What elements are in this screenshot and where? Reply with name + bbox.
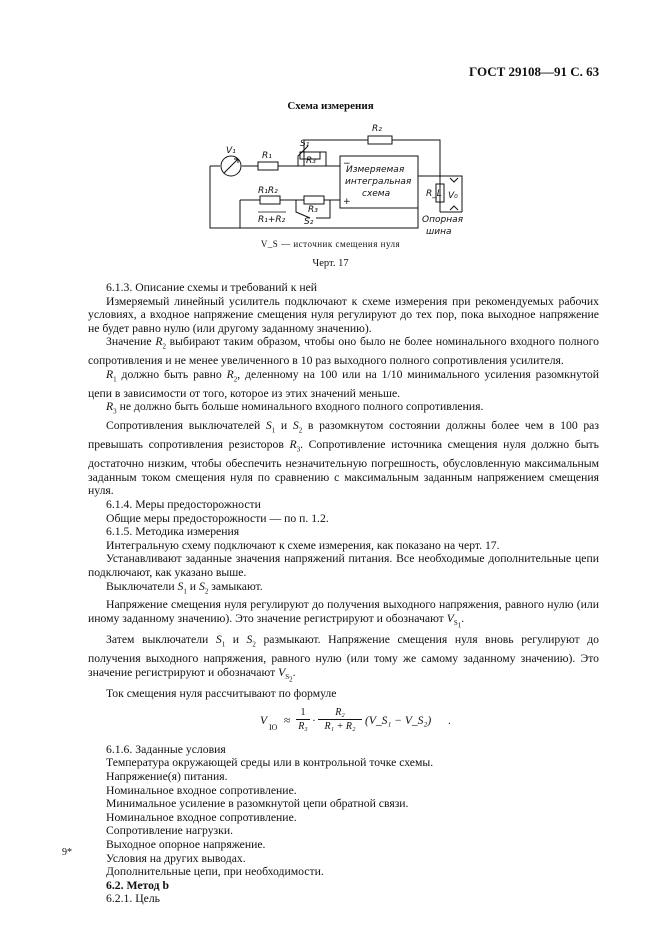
para-adjust-1: Напряжение смещения нуля регулируют до получения выходного напряжения, равного нулю (или иному заданному значению). Это значение регистрируют и обозначают $V_{S_1}$. <box>88 598 599 630</box>
measurement-circuit-diagram <box>200 116 470 246</box>
label-r3-bottom: R₃ <box>308 205 318 215</box>
para-formula-intro: Ток смещения нуля рассчитывают по формуле <box>106 687 337 701</box>
label-r2: R₂ <box>372 124 382 134</box>
offset-current-formula: V IO ≈ $\frac{1}{\text{R₃}}$ · $\frac{\text{R₂}}{\text{R₁ + R₂}}$ (V_S₁ − V_S₂) . <box>260 706 451 733</box>
scheme-caption: V_S — источник смещения нуля <box>260 239 401 249</box>
label-rl: R_L <box>426 189 442 199</box>
cond-load: Сопротивление нагрузки. <box>106 824 234 838</box>
para-connect: Интегральную схему подключают к схеме измерения, как показано на черт. 17. <box>106 538 500 552</box>
para-r3: $R_3$ не должно быть больше номинального входного полного сопротивления. <box>106 400 484 416</box>
amp-minus: − <box>343 159 351 169</box>
resistor-r2 <box>368 136 392 144</box>
amp-line-1: Измеряемая <box>346 165 405 175</box>
amp-plus: + <box>343 197 351 207</box>
figure-number: Черт. 17 <box>312 258 349 269</box>
scheme-title: Схема измерения <box>287 100 374 112</box>
label-r3-top: R₃ <box>306 156 316 166</box>
resistor-r3-bottom <box>304 196 324 204</box>
amp-line-3: схема <box>362 189 391 199</box>
para-adjust-2: Затем выключатели $S_1$ и $S_2$ размыкают. Напряжение смещения нуля вновь регулируют до получения выходного напряжения, равного нулю (или тому же самому заданному значению). Это значение регистрируют и обозначают $V_{S_2}$. <box>88 633 599 684</box>
body-text <box>88 281 599 906</box>
para-r2: Значение $R_2$ выбирают таким образом, чтобы оно было не более номинального входного полного сопротивления и не менее увеличенного в 10 раз выходного полного сопротивления усилителя. <box>88 335 599 368</box>
label-r1: R₁ <box>262 151 272 161</box>
cond-input-resistance: Номинальное входное сопротивление. <box>106 783 297 797</box>
label-s1: S₁ <box>300 139 310 149</box>
para-6-1-3: 6.1.3. Описание схемы и требований к ней <box>106 281 318 294</box>
label-ref-1: Опорная <box>422 215 464 225</box>
para-description: Измеряемый линейный усилитель подключают к схеме измерения при рекомендуемых рабочих условиях, а входное напряжение смещения нуля регулируют до тех пор, пока выходное напряжение не будет равно нулю (или другому заданному значению). <box>88 294 599 335</box>
cond-output-ref: Выходное опорное напряжение. <box>106 837 266 851</box>
para-6-1-6: 6.1.6. Заданные условия <box>106 742 226 756</box>
resistor-r1 <box>258 162 278 170</box>
para-6-1-5: 6.1.5. Методика измерения <box>106 525 240 539</box>
cond-supply: Напряжение(я) питания. <box>106 769 228 783</box>
page-header: ГОСТ 29108—91 С. 63 <box>469 64 600 79</box>
label-v1: V₁ <box>226 146 236 156</box>
para-6-2-1: 6.2.1. Цель <box>106 892 161 906</box>
cond-temperature: Температура окружающей среды или в контрольной точке схемы. <box>106 756 434 770</box>
cond-open-loop-gain: Минимальное усиление в разомкнутой цепи обратной связи. <box>106 797 409 811</box>
para-switches: Сопротивления выключателей $S_1$ и $S_2$ в разомкнутом состоянии должны более чем в 100 раз превышать сопротивления резисторов $R_3$. Сопротивление источника смещения нуля должно быть достаточно низким, чтобы обеспечить незначительную погрешность, обусловленную максимальным заданным током смещения нуля по сравнению с максимальным заданным напряжением смещения нуля. <box>88 419 599 498</box>
para-supply: Устанавливают заданные значения напряжений питания. Все необходимые дополнительные цепи подключают, как указано выше. <box>88 552 599 579</box>
page-mark: 9* <box>62 847 72 858</box>
para-r1: $R_1$ должно быть равно $R_2$, деленному на 100 или на 1/10 минимального усиления разомкнутой цепи в зависимости от того, которое из этих значений меньше. <box>88 367 599 400</box>
para-close-switches: Выключатели $S_1$ и $S_2$ замыкают. <box>106 579 263 595</box>
label-s2: S₂ <box>304 217 314 227</box>
resistor-parallel <box>260 196 280 204</box>
label-par-num: R₁R₂ <box>258 186 278 196</box>
cond-input-resistance-2: Номинальное входное сопротивление. <box>106 810 297 824</box>
label-par-den: R₁+R₂ <box>258 215 286 225</box>
para-general-measures: Общие меры предосторожности — по п. 1.2. <box>106 511 329 525</box>
section-6-2: 6.2. Метод b <box>106 878 169 892</box>
para-6-1-4: 6.1.4. Меры предосторожности <box>106 497 261 511</box>
amp-line-2: интегральная <box>345 177 412 187</box>
label-ref-2: шина <box>426 227 452 237</box>
label-vo: V₀ <box>448 191 458 201</box>
cond-other-pins: Условия на других выводах. <box>106 851 246 865</box>
cond-extra-circuits: Дополнительные цепи, при необходимости. <box>106 865 324 879</box>
